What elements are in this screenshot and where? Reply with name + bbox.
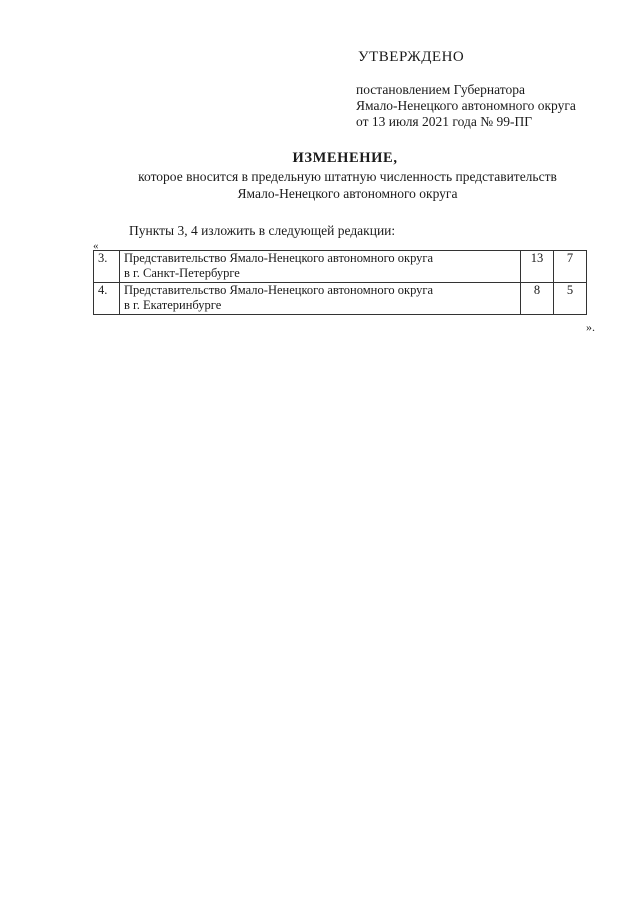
table-row <box>94 251 587 283</box>
staff-second-value: 7 <box>554 251 587 283</box>
staff-total-value: 13 <box>521 251 554 283</box>
table-row <box>94 283 587 315</box>
intro-paragraph: Пункты 3, 4 изложить в следующей редакции: <box>129 223 396 238</box>
approval-line-date: от 13 июля 2021 года № 99-ПГ <box>356 114 532 129</box>
staffing-table <box>93 250 587 315</box>
row-number: 4. <box>94 283 120 315</box>
staff-second-value: 5 <box>554 283 587 315</box>
staff-total-value: 8 <box>521 283 554 315</box>
approval-line-region: Ямало-Ненецкого автономного округа <box>356 98 576 113</box>
approval-heading: УТВЕРЖДЕНО <box>358 49 465 65</box>
closing-quote: ». <box>586 320 595 334</box>
representation-name-line-2: в г. Екатеринбурге <box>124 298 222 312</box>
document-subtitle-line-2: Ямало-Ненецкого автономного округа <box>237 186 458 201</box>
document-subtitle-line-1: которое вносится в предельную штатную численность представительств <box>138 169 557 184</box>
representation-name-line-1: Представительство Ямало-Ненецкого автономного округа <box>124 251 434 265</box>
opening-quote: « <box>93 240 99 252</box>
representation-name-line-1: Представительство Ямало-Ненецкого автономного округа <box>124 283 434 297</box>
representation-name <box>120 251 521 283</box>
representation-name-line-2: в г. Санкт-Петербурге <box>124 266 240 280</box>
document-title: ИЗМЕНЕНИЕ, <box>292 150 398 166</box>
representation-name <box>120 283 521 315</box>
row-number: 3. <box>94 251 120 283</box>
approval-line-resolution: постановлением Губернатора <box>356 82 525 97</box>
